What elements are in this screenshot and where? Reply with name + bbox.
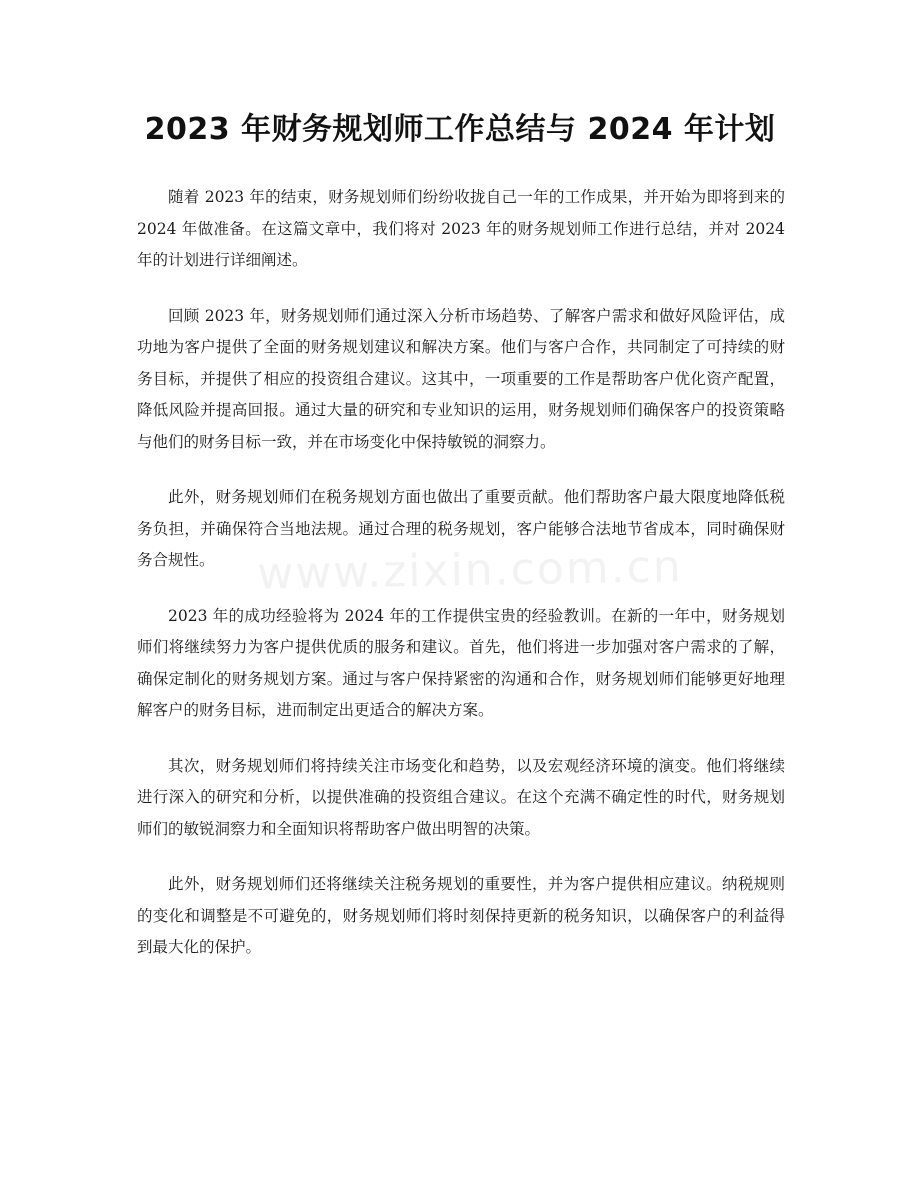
paragraph-market-focus: 其次，财务规划师们将持续关注市场变化和趋势，以及宏观经济环境的演变。他们将继续进行深入的研究和分析，以提供准确的投资组合建议。在这个充满不确定性的时代，财务规划师们的敏锐洞察力和全面知识将帮助客户做出明智的决策。 bbox=[137, 756, 785, 838]
paragraph-review-2023: 回顾 2023 年，财务规划师们通过深入分析市场趋势、了解客户需求和做好风险评估，成功地为客户提供了全面的财务规划建议和解决方案。他们与客户合作，共同制定了可持续的财务目标，并提供了相应的投资组合建议。这其中，一项重要的工作是帮助客户优化资产配置，降低风险并提高回报。通过大量的研究和专业知识的运用，财务规划师们确保客户的投资策略与他们的财务目标一致，并在市场变化中保持敏锐的洞察力。 bbox=[137, 306, 785, 451]
document-title: 2023 年财务规划师工作总结与 2024 年计划 bbox=[144, 112, 776, 147]
paragraph-intro: 随着 2023 年的结束，财务规划师们纷纷收拢自己一年的工作成果，并开始为即将到来的 2024 年做准备。在这篇文章中，我们将对 2023 年的财务规划师工作进行总结，并对 2024 年的计划进行详细阐述。 bbox=[137, 188, 785, 269]
paragraph-plan-2024: 2023 年的成功经验将为 2024 年的工作提供宝贵的经验教训。在新的一年中，财务规划师们将继续努力为客户提供优质的服务和建议。首先，他们将进一步加强对客户需求的了解，确保定制化的财务规划方案。通过与客户保持紧密的沟通和合作，财务规划师们能够更好地理解客户的财务目标，进而制定出更适合的解决方案。 bbox=[137, 606, 785, 719]
watermark: www.zixin.com.cn bbox=[256, 541, 684, 600]
paragraph-tax-planning: 此外，财务规划师们还将继续关注税务规划的重要性，并为客户提供相应建议。纳税规则的变化和调整是不可避免的，财务规划师们将时刻保持更新的税务知识，以确保客户的利益得到最大化的保护。 bbox=[137, 875, 785, 956]
document-body bbox=[137, 182, 785, 988]
paragraph-tax-contribution: 此外，财务规划师们在税务规划方面也做出了重要贡献。他们帮助客户最大限度地降低税务负担，并确保符合当地法规。通过合理的税务规划，客户能够合法地节省成本，同时确保财务合规性。 bbox=[137, 488, 785, 569]
